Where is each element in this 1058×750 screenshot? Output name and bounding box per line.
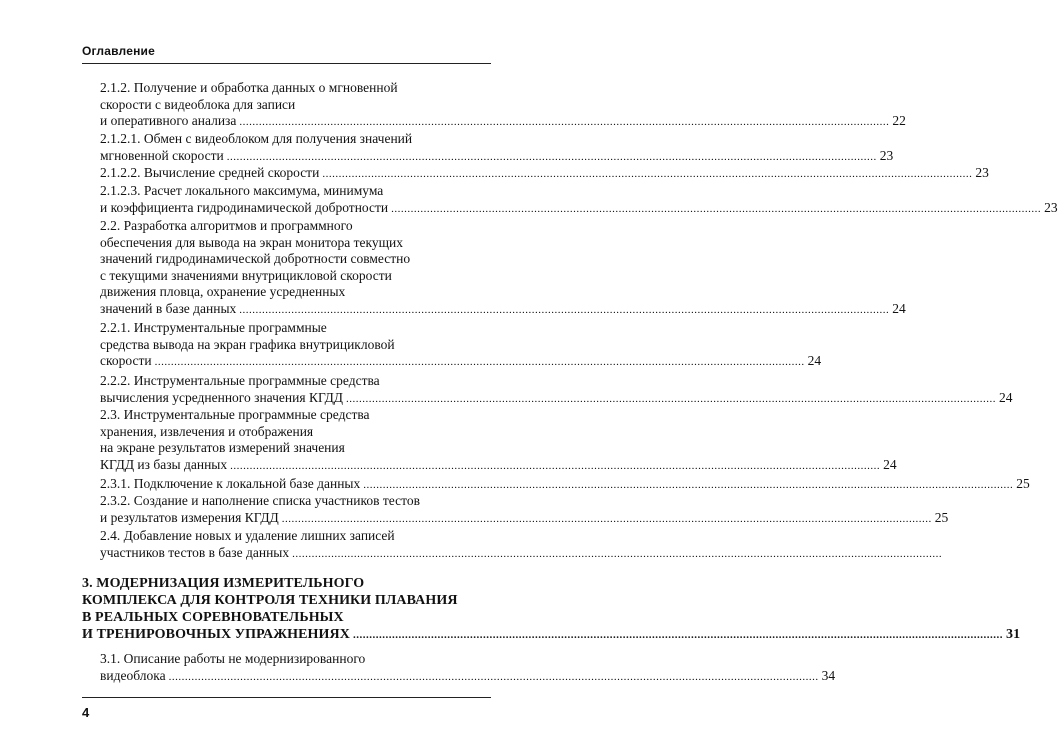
toc-entry-line-last xyxy=(100,509,949,527)
toc-page-number: 24 xyxy=(999,389,1013,405)
toc-entry-text: хранения, извлечения и отображения xyxy=(100,423,314,439)
toc-entry-line xyxy=(100,268,392,284)
toc-entry-line xyxy=(100,424,313,440)
toc-entry-text: скорости xyxy=(100,353,152,369)
toc-leader-dots: ........................................................................................................................................................................................................ xyxy=(292,547,943,560)
page-number: 4 xyxy=(82,705,90,720)
toc-entry-line-last xyxy=(100,476,1030,493)
toc-entry-text: КГДД из базы данных xyxy=(100,456,228,472)
toc-entry-line xyxy=(100,493,420,509)
toc-leader-dots: ........................................................................................................................................................................................................ xyxy=(230,459,881,472)
toc-leader-dots: ........................................................................................................................................................................................................ xyxy=(281,512,932,525)
toc-entry-text: обеспечения для вывода на экран монитора текущих xyxy=(100,234,403,250)
toc-entry-line xyxy=(100,235,403,251)
toc-entry-line xyxy=(100,131,412,147)
toc-entry-text: 2.1.2.1. Обмен с видеоблоком для получения значений xyxy=(100,131,413,146)
toc-entry-text: 2.4. Добавление новых и удаление лишних записей xyxy=(100,528,395,543)
toc-entry-line-last xyxy=(100,668,836,685)
toc-entry-line xyxy=(100,528,395,544)
toc-entry-text: 2.1.2. Получение и обработка данных о мгновенной xyxy=(100,80,398,95)
toc-page-number: 25 xyxy=(1016,476,1030,491)
toc-page-number: 24 xyxy=(807,353,822,369)
toc-entry-text: И ТРЕНИРОВОЧНЫХ УПРАЖНЕНИЯХ xyxy=(82,627,350,642)
page-header-title: Оглавление xyxy=(82,44,155,58)
toc-entry-line-last xyxy=(100,199,1058,217)
toc-entry-line xyxy=(100,97,295,113)
toc-entry-line xyxy=(100,373,380,389)
toc-entry-text: движения пловца, охранение усредненных xyxy=(100,284,346,300)
toc-entry-text: 2.2. Разработка алгоритмов и программного xyxy=(100,218,353,233)
toc-entry-text: видеоблока xyxy=(100,668,166,683)
toc-entry-text: 2.1.2.2. Вычисление средней скорости xyxy=(100,165,320,180)
toc-entry-text: мгновенной скорости xyxy=(100,147,224,163)
toc-entry-text: значений в базе данных xyxy=(100,301,237,316)
toc-entry-text: средства вывода на экран графика внутрицикловой xyxy=(100,336,395,352)
toc-entry-text: на экране результатов измерений значения xyxy=(100,440,345,456)
toc-entry-text: 3.1. Описание работы не модернизированного xyxy=(100,651,366,666)
toc-entry-line-last xyxy=(100,113,906,130)
toc-entry-line xyxy=(100,218,353,234)
toc-entry-line-last xyxy=(100,353,822,370)
toc-page-number: 25 xyxy=(934,509,949,525)
toc-leader-dots: ........................................................................................................................................................................................................ xyxy=(154,356,805,369)
toc-page-number: 22 xyxy=(892,113,906,129)
toc-page-number: 23 xyxy=(879,147,894,163)
toc-page-number: 24 xyxy=(883,456,897,472)
toc-entry-line xyxy=(82,610,344,626)
footer-rule xyxy=(82,697,491,698)
toc-page-number: 34 xyxy=(821,668,836,683)
toc-entry-text: 2.3.2. Создание и наполнение списка участников тестов xyxy=(100,493,420,508)
toc-leader-dots: ........................................................................................................................................................................................................ xyxy=(322,168,973,180)
toc-entry-line xyxy=(100,80,398,96)
toc-leader-dots: ........................................................................................................................................................................................................ xyxy=(352,629,1003,641)
toc-entry-line-last xyxy=(100,165,989,182)
toc-leader-dots: ........................................................................................................................................................................................................ xyxy=(239,116,890,129)
toc-entry-text: и оперативного анализа xyxy=(100,113,237,129)
toc-entry-text: 3. МОДЕРНИЗАЦИЯ ИЗМЕРИТЕЛЬНОГО xyxy=(82,576,365,591)
toc-entry-text: КОМПЛЕКСА ДЛЯ КОНТРОЛЯ ТЕХНИКИ ПЛАВАНИЯ xyxy=(82,593,458,608)
toc-leader-dots: ........................................................................................................................................................................................................ xyxy=(346,392,996,405)
toc-entry-line xyxy=(100,440,345,456)
toc-leader-dots: ........................................................................................................................................................................................................ xyxy=(391,202,1042,215)
toc-page-number: 24 xyxy=(892,301,906,316)
toc-entry-text: значений гидродинамической добротности совместно xyxy=(100,251,411,267)
toc-entry-line xyxy=(82,576,364,592)
toc-entry-text: вычисления усредненного значения КГДД xyxy=(100,389,343,405)
toc-entry-line xyxy=(100,337,395,353)
toc-entry-text: скорости с видеоблока для записи xyxy=(100,96,296,112)
toc-entry-line-last xyxy=(100,301,906,318)
toc-entry-text: В РЕАЛЬНЫХ СОРЕВНОВАТЕЛЬНЫХ xyxy=(82,610,344,625)
toc-leader-dots: ........................................................................................................................................................................................................ xyxy=(363,479,1014,491)
toc-entry-line-last xyxy=(100,389,1013,407)
toc-page-number: 31 xyxy=(1005,627,1021,642)
toc-entry-text: с текущими значениями внутрицикловой скорости xyxy=(100,267,392,283)
toc-entry-line-last xyxy=(82,627,1021,643)
toc-entry-text: и результатов измерения КГДД xyxy=(100,509,279,525)
toc-entry-line xyxy=(82,593,458,609)
toc-entry-text: участников тестов в базе данных xyxy=(100,544,290,560)
toc-entry-line-last xyxy=(100,456,897,474)
toc-entry-line-last xyxy=(100,544,943,562)
toc-entry-text: 2.3. Инструментальные программные средства xyxy=(100,407,370,422)
toc-entry-text: 2.1.2.3. Расчет локального максимума, минимума xyxy=(100,183,384,198)
toc-entry-line xyxy=(100,183,383,199)
toc-page-number: 23 xyxy=(975,165,989,180)
toc-entry-line xyxy=(100,651,365,667)
toc-entry-text: 2.3.1. Подключение к локальной базе данных xyxy=(100,476,361,491)
toc-entry-text: и коэффициента гидродинамической добротности xyxy=(100,199,389,215)
toc-leader-dots: ........................................................................................................................................................................................................ xyxy=(239,304,890,316)
toc-entry-line xyxy=(100,320,327,336)
toc-entry-line xyxy=(100,284,345,300)
toc-entry-line xyxy=(100,251,410,267)
toc-entry-text: 2.2.1. Инструментальные программные xyxy=(100,320,327,335)
header-rule xyxy=(82,63,491,64)
toc-page-number: 23 xyxy=(1044,199,1058,215)
toc-entry-line xyxy=(100,407,370,423)
toc-entry-line-last xyxy=(100,147,894,165)
toc-leader-dots: ........................................................................................................................................................................................................ xyxy=(226,150,877,163)
toc-entry-text: 2.2.2. Инструментальные программные средства xyxy=(100,373,380,388)
toc-leader-dots: ........................................................................................................................................................................................................ xyxy=(168,671,819,683)
